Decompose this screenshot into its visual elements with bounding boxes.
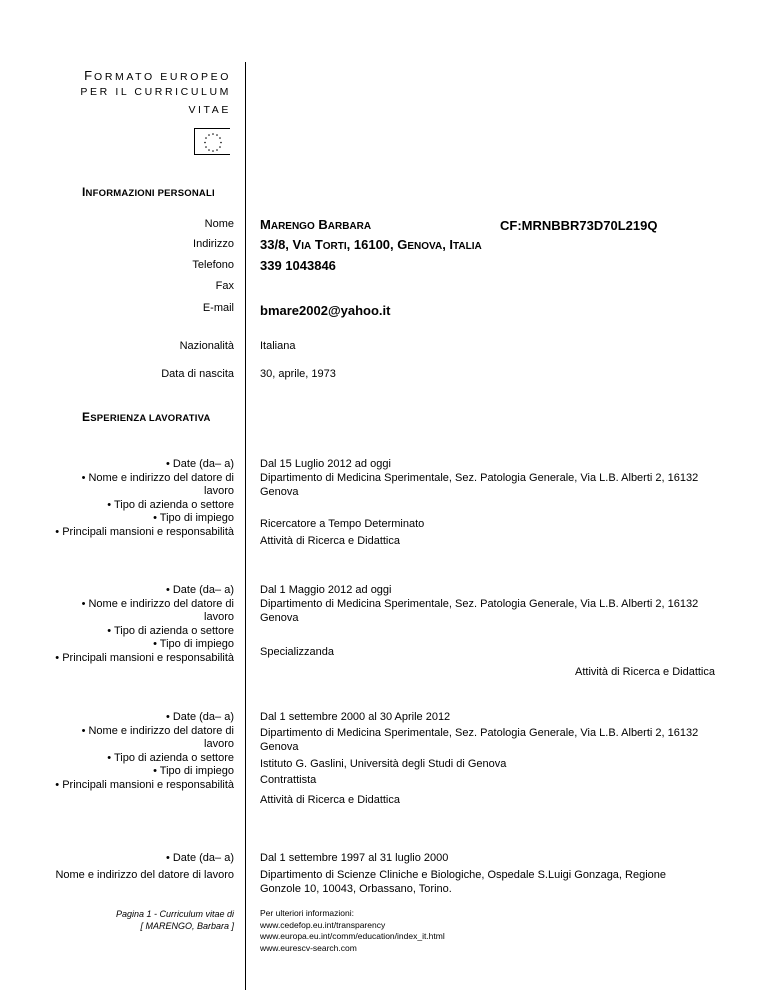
label-fax: Fax — [215, 280, 234, 292]
entry3-labels: • Date (da– a) • Nome e indirizzo del datore di lavoro • Tipo di azienda o settore • Tipo di impiego • Principali mansioni e responsabilità — [55, 711, 234, 791]
section-work-experience: ESPERIENZA LAVORATIVA — [82, 410, 211, 424]
value-indirizzo: 33/8, VIA TORTI, 16100, GENOVA, ITALIA — [260, 237, 482, 252]
entry1-employer: Dipartimento di Medicina Sperimentale, Sez. Patologia Generale, Via L.B. Alberti 2, 16132 Genova — [260, 472, 699, 498]
value-codice-fiscale: CF:MRNBBR73D70L219Q — [500, 218, 658, 233]
footer-more-info: Per ulteriori informazioni: www.cedefop.eu.int/transparency www.europa.eu.int/comm/education/index_it.html www.eurescv-search.com — [260, 908, 445, 953]
entry2-date: Dal 1 Maggio 2012 ad oggi — [260, 584, 392, 596]
value-email: bmare2002@yahoo.it — [260, 303, 391, 318]
footer-page-info: Pagina 1 - Curriculum vitae di [ MARENGO, Barbara ] — [115, 909, 234, 931]
link-europa[interactable]: www.europa.eu.int/comm/education/index_it.html — [260, 931, 445, 941]
value-telefono: 339 1043846 — [260, 258, 336, 273]
eu-flag-icon — [194, 128, 230, 155]
entry4-label-employer: Nome e indirizzo del datore di lavoro — [55, 869, 234, 881]
label-indirizzo: Indirizzo — [193, 238, 234, 250]
entry4-date: Dal 1 settembre 1997 al 31 luglio 2000 — [260, 852, 449, 864]
entry1-duties: Attività di Ricerca e Didattica — [260, 535, 400, 547]
entry2-labels: • Date (da– a) • Nome e indirizzo del datore di lavoro • Tipo di azienda o settore • Tipo di impiego • Principali mansioni e responsabilità — [55, 584, 234, 664]
entry1-labels: • Date (da– a) • Nome e indirizzo del datore di lavoro • Tipo di azienda o settore • Tipo di impiego • Principali mansioni e responsabilità — [55, 458, 234, 538]
entry3-sector: Istituto G. Gaslini, Università degli Studi di Genova — [260, 758, 507, 770]
header-line-3: VITAE — [188, 104, 231, 116]
entry3-date: Dal 1 settembre 2000 al 30 Aprile 2012 — [260, 711, 451, 723]
label-email: E-mail — [202, 302, 234, 314]
label-telefono: Telefono — [192, 259, 234, 271]
entry1-date: Dal 15 Luglio 2012 ad oggi — [260, 458, 391, 470]
header-line-1: FORMATO EUROPEO — [84, 68, 231, 83]
value-nome: MARENGO BARBARA — [260, 217, 372, 232]
entry2-duties: Attività di Ricerca e Didattica — [575, 666, 715, 678]
label-nome: Nome — [204, 218, 234, 230]
entry3-duties: Attività di Ricerca e Didattica — [260, 794, 400, 806]
link-cedefop[interactable]: www.cedefop.eu.int/transparency — [260, 919, 386, 930]
label-nazionalita: Nazionalità — [179, 340, 234, 352]
value-data-nascita: 30, aprile, 1973 — [260, 368, 336, 380]
header-line-2: PER IL CURRICULUM — [80, 86, 231, 98]
entry2-job: Specializzanda — [260, 646, 334, 658]
entry4-label-date: • Date (da– a) — [165, 852, 234, 864]
value-nazionalita: Italiana — [260, 340, 296, 352]
entry3-employer: Dipartimento di Medicina Sperimentale, Sez. Patologia Generale, Via L.B. Alberti 2, 16132 Genova — [260, 727, 699, 753]
label-data-nascita: Data di nascita — [161, 368, 234, 380]
column-divider — [245, 62, 246, 990]
entry1-job: Ricercatore a Tempo Determinato — [260, 518, 425, 530]
section-personal-info: INFORMAZIONI PERSONALI — [82, 185, 215, 199]
entry3-job: Contrattista — [260, 774, 317, 786]
link-eurescv[interactable]: www.eurescv-search.com — [260, 942, 357, 953]
entry2-employer: Dipartimento di Medicina Sperimentale, Sez. Patologia Generale, Via L.B. Alberti 2, 16132 Genova — [260, 598, 699, 624]
entry4-employer: Dipartimento di Scienze Cliniche e Biologiche, Ospedale S.Luigi Gonzaga, Regione Gonzole 10, 10043, Orbassano, Torino. — [260, 869, 667, 895]
